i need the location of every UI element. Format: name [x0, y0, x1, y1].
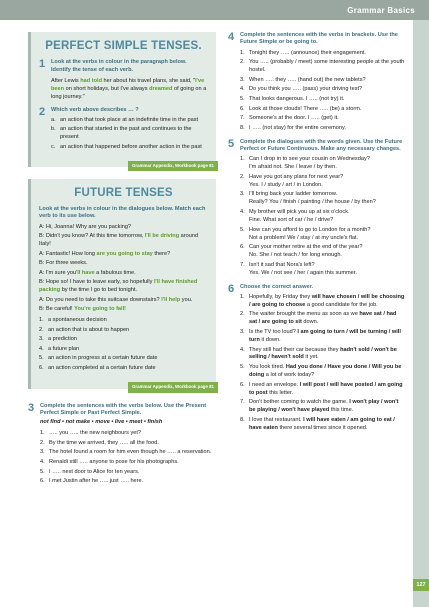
- exercise-instruction: Look at the verbs in colour in the paragraph below. Identify the tense of each verb.: [51, 59, 187, 73]
- item-number: 2.: [240, 173, 245, 180]
- future-tenses-box: [28, 179, 216, 388]
- dialogue-line: [39, 297, 208, 305]
- text-run: The waiter brought the menu as soon as we: [249, 311, 360, 318]
- dialogue-item: [240, 244, 406, 260]
- text-run: on short holidays, but I've always: [64, 85, 150, 92]
- text-run: this time.: [329, 407, 354, 414]
- question-text: [249, 294, 404, 308]
- highlighted-verb: I'll be driving: [144, 233, 180, 240]
- item-number: 1.: [40, 430, 45, 437]
- highlighted-verb: You're going to fall!: [74, 305, 127, 312]
- workbook-reference-tag: Grammar Appendix, Workbook page 81: [128, 161, 218, 171]
- item-number: 6.: [39, 365, 44, 372]
- perfect-tenses-box: [28, 32, 216, 167]
- list-item: [240, 50, 406, 58]
- list-item: [40, 430, 216, 438]
- item-number: 1.: [240, 293, 245, 300]
- list-item: [40, 449, 216, 457]
- question-item: [240, 347, 406, 363]
- list-item: [39, 317, 208, 325]
- item-number: 6.: [40, 478, 45, 485]
- item-number: 4.: [240, 209, 245, 215]
- text-run: A: Fantastic! How long: [39, 250, 97, 257]
- text-run: by the time I go to bed tonight.: [60, 287, 137, 294]
- list-item: [240, 106, 406, 114]
- text-run: down.: [301, 319, 319, 326]
- sentence-list: [40, 430, 216, 486]
- highlighted-verb: I am going to turn / will be turning / will turn: [249, 328, 401, 343]
- item-number: 4.: [40, 459, 45, 466]
- item-number: 5.: [240, 95, 245, 102]
- page-number: 127: [413, 579, 429, 591]
- dialogue-item: [240, 156, 406, 172]
- text-run: of going on a long journey.": [51, 85, 207, 100]
- item-text: Tonight they ….. (announce) their engagement.: [249, 49, 366, 56]
- highlighted-verb: are you going to stay: [96, 250, 153, 257]
- exercise-instruction: Complete the sentences with the verbs below. Use the Present Perfect Simple or Past Perfect Simple.: [40, 402, 207, 416]
- question-text: [249, 311, 396, 325]
- dialogue-item: [240, 262, 406, 278]
- exercise-1: [39, 59, 208, 101]
- dialogue-line: [39, 251, 208, 259]
- item-text: I ….. next door to Alice for ten years.: [49, 468, 140, 475]
- dialogue-line: My brother will pick you up at six o'clock.: [249, 209, 350, 215]
- text-run: Is the TV too loud?: [249, 328, 298, 335]
- dialogue-line: I'm afraid not. She / leave / by then.: [249, 164, 337, 171]
- exercise-number: 5: [228, 137, 235, 150]
- item-number: 2.: [39, 326, 44, 333]
- item-text: When ….. they ….. (hand out) the new tablets?: [249, 76, 366, 83]
- list-item: [40, 478, 216, 486]
- item-number: 7.: [240, 115, 245, 122]
- highlighted-verb: I won't play / won't be playing / won't have played: [249, 399, 399, 414]
- dialogue-line: [39, 233, 208, 249]
- question-text: [249, 399, 399, 413]
- item-number: 2.: [240, 311, 245, 318]
- exercise-number: 2: [39, 105, 46, 118]
- highlighted-verb: I've been: [51, 77, 205, 92]
- item-text: I ….. (not stay) for the entire ceremony.: [249, 124, 346, 131]
- question-text: [249, 329, 401, 343]
- item-text: an action that is about to happen: [48, 326, 130, 333]
- item-number: 4.: [240, 346, 245, 353]
- question-item: [240, 294, 406, 310]
- text-run: a lot of work today?: [264, 372, 315, 379]
- option-list: [51, 117, 208, 152]
- text-run: B: Didn't you know? At this time tomorrow,: [39, 233, 145, 240]
- dialogue-line: I'll bring back your ladder tomorrow.: [249, 191, 338, 198]
- list-item: [240, 86, 406, 94]
- text-run: it down.: [259, 336, 281, 343]
- item-text: That looks dangerous. I ….. (not try) it.: [249, 95, 345, 102]
- dialogue-item: [240, 209, 406, 225]
- exercise-3: [28, 403, 216, 487]
- question-item: [240, 364, 406, 380]
- text-run: it yet.: [303, 354, 319, 361]
- text-run: this letter.: [267, 389, 294, 396]
- workbook-reference-tag: Grammar Appendix, Workbook page 81: [128, 382, 218, 392]
- item-number: 6.: [240, 381, 245, 388]
- highlighted-verb: I'll have finished packing: [39, 279, 198, 294]
- item-number: 5.: [40, 468, 45, 475]
- dialogue-line: How can you afford to go to London for a month?: [249, 226, 371, 233]
- list-item: [240, 96, 406, 104]
- item-number: 8.: [240, 124, 245, 131]
- item-number: 2.: [40, 439, 45, 446]
- list-item: [39, 327, 208, 335]
- item-number: 6.: [240, 244, 245, 251]
- text-run: a fabulous time.: [94, 269, 136, 276]
- dialogue-line: [39, 306, 208, 314]
- option-item: [51, 117, 208, 125]
- text-run: around Italy!: [39, 233, 199, 248]
- item-text: a future plan: [48, 345, 80, 352]
- future-tenses-heading: FUTURE TENSES: [74, 187, 173, 200]
- option-letter: a.: [51, 116, 56, 123]
- highlighted-verb: I'll help: [161, 296, 181, 303]
- item-text: The hotel found a room for him even though he ….. a reservation.: [49, 449, 212, 456]
- header-title: Grammar Basics: [347, 6, 415, 15]
- text-run: A: I'm sure you': [39, 269, 78, 276]
- question-text: [249, 417, 395, 431]
- highlighted-verb: will have chosen / will be choosing / are going to choose: [249, 293, 405, 308]
- item-number: 4.: [240, 86, 245, 93]
- item-number: 3.: [39, 336, 44, 343]
- list-item: [39, 346, 208, 354]
- item-text: By the time we arrived, they ….. all the food.: [49, 439, 159, 446]
- question-text: [249, 347, 397, 361]
- dialogue-list: [240, 156, 406, 277]
- item-number: 1.: [39, 316, 44, 323]
- highlighted-verb: hadn't sold / won't be selling / haven't sold: [249, 346, 397, 361]
- exercise-instruction: Which verb above describes … ?: [51, 106, 139, 113]
- text-run: B: Hope so! I have to leave early, so hopefully: [39, 279, 154, 286]
- item-number: 1.: [240, 49, 245, 56]
- item-number: 4.: [39, 345, 44, 352]
- list-item: [240, 77, 406, 85]
- page-header: [0, 0, 429, 20]
- dialogue-line: Not a problem! We / stay / at my uncle's flat.: [249, 234, 359, 241]
- list-item: [39, 336, 208, 344]
- highlighted-verb: I will have eaten / am going to eat / have eaten: [249, 416, 395, 431]
- text-run: I love that restaurant.: [249, 416, 304, 423]
- text-run: Hopefully, by Friday they: [249, 293, 312, 300]
- text-run: They still had their car because they: [249, 346, 341, 353]
- exercise-number: 6: [228, 282, 235, 295]
- item-text: a spontaneous decision: [48, 316, 107, 323]
- item-text: You ….. (probably / meet) some interesting people at the youth hostel.: [249, 59, 405, 74]
- dialogue: [39, 224, 208, 314]
- item-number: 3.: [240, 191, 245, 198]
- question-text: [249, 382, 403, 396]
- dialogue-line: Yes. We / not see / her / again this summer.: [249, 269, 357, 276]
- item-text: Do you think you ….. (pass) your driving test?: [249, 86, 363, 93]
- item-text: Someone's at the door. I ….. (get) it.: [249, 115, 339, 122]
- dialogue-line: Can I drop in to see your cousin on Wednesday?: [249, 156, 370, 163]
- text-run: You look tired.: [249, 364, 286, 371]
- item-text: a prediction: [48, 336, 77, 343]
- text-run: a good candidate for the job.: [305, 301, 378, 308]
- dialogue-line: Fine. What sort of car / he / drive?: [249, 216, 334, 223]
- text-run: there?: [152, 250, 171, 257]
- item-number: 3.: [240, 76, 245, 83]
- exercise-number: 4: [228, 31, 235, 43]
- option-letter: c.: [51, 143, 56, 150]
- text-run: Don't bother coming to watch the game.: [249, 399, 350, 406]
- list-item: [40, 440, 216, 448]
- dialogue-line: Yes. I / study / art / in London.: [249, 181, 323, 188]
- exercise-number: 1: [39, 58, 46, 71]
- exercise-4: [228, 32, 406, 133]
- dialogue-line: [39, 279, 208, 295]
- item-text: Renaldi still ….. anyone to pose for his photographs.: [49, 459, 179, 466]
- item-number: 6.: [240, 105, 245, 112]
- highlighted-verb: dreamed: [149, 85, 173, 92]
- exercise-5: [228, 139, 406, 278]
- highlighted-verb: Had you done / Have you done / Will you be doing: [249, 364, 402, 379]
- exercise-instruction: Choose the correct answer.: [240, 283, 314, 290]
- item-number: 1.: [240, 156, 245, 163]
- exercise-instruction: Complete the dialogues with the words given. Use the Future Perfect or Future Continuous. Make any necessary changes.: [240, 138, 403, 153]
- question-item: [240, 329, 406, 345]
- highlighted-verb: had told: [80, 77, 102, 84]
- perfect-tenses-heading: PERFECT SIMPLE TENSES.: [45, 40, 202, 52]
- question-item: [240, 382, 406, 398]
- item-text: ….. you ….. the new neighbours yet?: [49, 430, 142, 437]
- item-number: 5.: [39, 355, 44, 362]
- exercise-instruction: Complete the sentences with the verbs in brackets. Use the Future Simple or be going to.: [240, 32, 398, 46]
- side-strip: [413, 20, 429, 607]
- text-run: there several times since it opened.: [277, 424, 368, 431]
- item-text: an action completed at a certain future date: [48, 365, 156, 372]
- dialogue-line: Really? You / finish / painting / the house / by then?: [249, 199, 376, 206]
- exercise-2: [39, 107, 208, 152]
- sentence-list: [240, 50, 406, 133]
- item-number: 5.: [240, 364, 245, 371]
- left-column: [28, 32, 216, 488]
- option-item: [51, 126, 208, 142]
- option-item: [51, 144, 208, 152]
- text-run: B: For three weeks.: [39, 260, 88, 267]
- list-item: [240, 59, 406, 75]
- exercise-number: 3: [28, 401, 35, 414]
- word-list: not find • not make • move • live • meet • finish: [40, 419, 163, 426]
- dialogue-line: Isn't it sad that Nora's left?: [249, 261, 315, 268]
- dialogue-item: [240, 191, 406, 207]
- exercise-6: [228, 284, 406, 433]
- exercise-instruction: Look at the verbs in colour in the dialogues below. Match each verb to its use below.: [39, 205, 206, 219]
- item-text: an action in progress at a certain future date: [48, 355, 158, 362]
- item-number: 7.: [240, 261, 245, 268]
- option-letter: b.: [51, 126, 56, 133]
- dialogue-line: [39, 224, 208, 232]
- text-run: A: Hi, Joanna! Why are you packing?: [39, 224, 132, 231]
- option-text: an action that happened before another action in the past: [60, 143, 202, 150]
- right-column: [228, 32, 406, 434]
- text-run: you.: [180, 296, 193, 303]
- question-item: [240, 399, 406, 415]
- dialogue-line: [39, 270, 208, 278]
- item-number: 5.: [240, 226, 245, 233]
- text-run: I need an envelope.: [249, 381, 300, 388]
- highlighted-verb: have sat / had sat / are going to sit: [249, 311, 397, 326]
- list-item: [39, 365, 208, 373]
- option-text: an action that started in the past and continues to the present: [60, 126, 192, 141]
- question-item: [240, 417, 406, 433]
- text-run: A: Do you need to take this suitcase downstairs?: [39, 296, 162, 303]
- text-run: B: Be careful!: [39, 305, 75, 312]
- question-item: [240, 311, 406, 327]
- dialogue-line: No. She / not teach / for long enough.: [249, 252, 342, 259]
- list-item: [240, 115, 406, 123]
- item-text: I met Justin after he ….. just ….. here.: [49, 478, 144, 485]
- dialogue-item: [240, 227, 406, 243]
- dialogue-line: [39, 260, 208, 268]
- item-number: 3.: [40, 449, 45, 456]
- list-item: [40, 459, 216, 467]
- list-item: [240, 125, 406, 133]
- highlighted-verb: I will post / will have posted / am going to post: [249, 381, 403, 396]
- uses-list: [39, 317, 208, 373]
- list-item: [40, 469, 216, 477]
- dialogue-line: Have you got any plans for next year?: [249, 173, 344, 180]
- item-number: 3.: [240, 328, 245, 335]
- question-text: [249, 364, 401, 378]
- option-text: an action that took place at an indefinite time in the past: [60, 116, 199, 123]
- item-text: Look at those clouds! There ….. (be) a storm.: [249, 105, 362, 112]
- paragraph-text: [51, 78, 208, 102]
- highlighted-verb: ll have: [77, 269, 95, 276]
- text-run: After Lewis: [51, 77, 81, 84]
- item-number: 2.: [240, 59, 245, 66]
- question-list: [240, 294, 406, 433]
- dialogue-line: Can your mother retire at the end of the year?: [249, 244, 363, 251]
- list-item: [39, 355, 208, 363]
- text-run: her about his travel plans, she said, ": [101, 77, 196, 84]
- item-number: 7.: [240, 399, 245, 406]
- item-number: 8.: [240, 416, 245, 423]
- dialogue-item: [240, 174, 406, 190]
